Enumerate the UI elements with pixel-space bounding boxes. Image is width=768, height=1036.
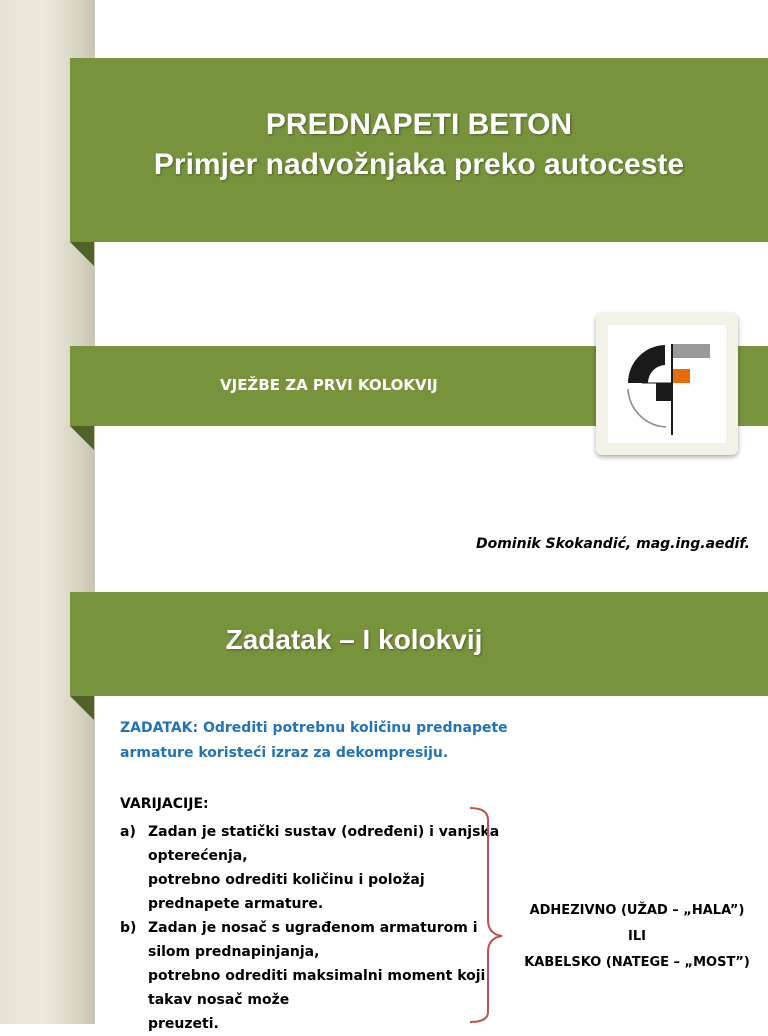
note-line-1: ADHEZIVNO (UŽAD – „HALA”): [529, 903, 745, 918]
variations-list: [120, 820, 500, 1036]
exercise-label: VJEŽBE ZA PRVI KOLOKVIJ: [220, 376, 438, 394]
prestress-type-note: [514, 898, 760, 976]
note-line-2: ILI: [628, 929, 646, 944]
variation-b-marker: b): [120, 920, 137, 936]
task-line-2: armature koristeći izraz za dekompresiju.: [120, 745, 449, 761]
variation-a-marker: a): [120, 824, 136, 840]
variation-b-line: takav nosač može: [148, 992, 290, 1008]
variation-a-line: Zadan je statički sustav (određeni) i vanjska: [148, 824, 500, 840]
variation-a-line: prednapete armature.: [148, 896, 324, 912]
faculty-logo: [596, 313, 738, 455]
task-statement: [120, 716, 540, 766]
faculty-logo-icon: [608, 325, 726, 443]
variation-a: [120, 820, 500, 916]
variation-b-line: potrebno odrediti maksimalni moment koji: [148, 968, 486, 984]
slide2-title-banner-fold: [70, 696, 94, 720]
variations-heading: VARIJACIJE:: [120, 796, 209, 812]
variation-b-line: silom prednapinjanja,: [148, 944, 320, 960]
author-name: Dominik Skokandić, mag.ing.aedif.: [475, 536, 750, 552]
slide-subtitle: Primjer nadvožnjaka preko autoceste: [153, 148, 685, 181]
variation-b-line: preuzeti.: [148, 1016, 219, 1032]
note-line-3: KABELSKO (NATEGE – „MOST”): [524, 955, 750, 970]
variation-b: [120, 916, 500, 1036]
title-banner-fold: [70, 242, 94, 266]
subtitle-banner-fold: [70, 426, 94, 450]
slide2-title: Zadatak – I kolokvij: [225, 624, 483, 655]
variation-b-line: Zadan je nosač s ugrađenom armaturom i: [148, 920, 478, 936]
variation-a-line: opterećenja,: [148, 848, 248, 864]
curly-brace-icon: [466, 806, 506, 1024]
slide-title: PREDNAPETI BETON: [265, 108, 573, 141]
task-line-1: ZADATAK: Odrediti potrebnu količinu prednapete: [120, 720, 508, 736]
variation-a-line: potrebno odrediti količinu i položaj: [148, 872, 425, 888]
